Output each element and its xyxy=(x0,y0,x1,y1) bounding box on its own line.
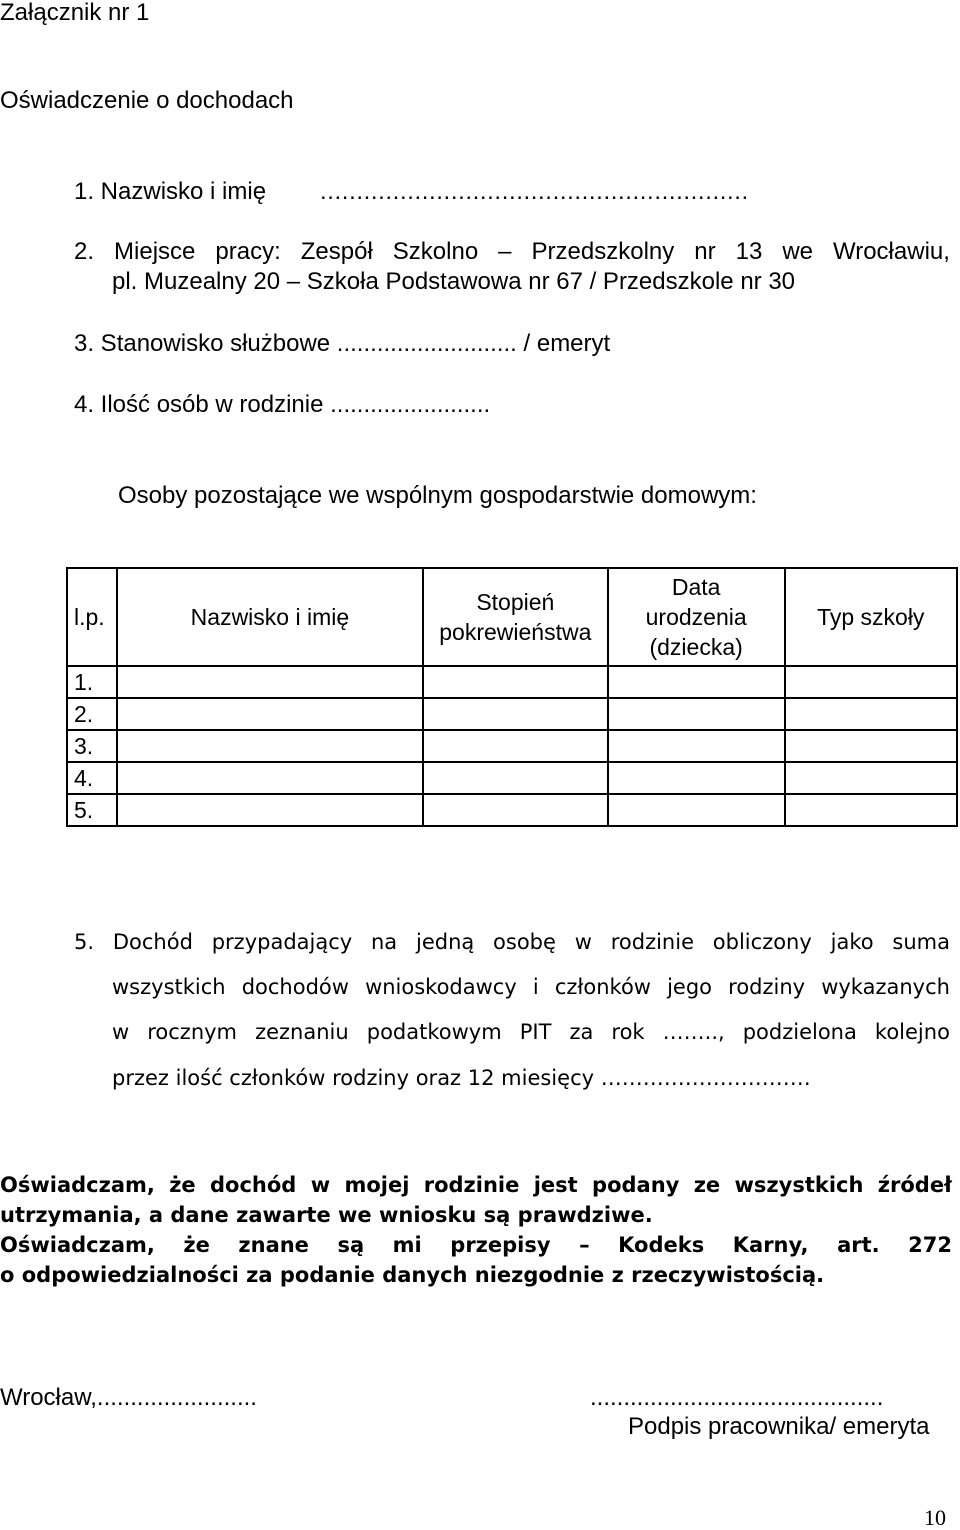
income-line-3 xyxy=(112,1018,950,1046)
word: dochodów xyxy=(241,975,349,999)
income-line-4: przez ilość członków rodziny oraz 12 miesięcy ………………………… xyxy=(112,1066,811,1090)
word: art. xyxy=(837,1233,880,1257)
income-line-2 xyxy=(112,973,950,1001)
word: jako xyxy=(830,930,874,954)
word: Szkolno xyxy=(392,238,479,265)
cell-relationship[interactable] xyxy=(423,666,608,698)
cell-relationship[interactable] xyxy=(423,762,608,794)
cell-school-type[interactable] xyxy=(785,730,958,762)
word: Oświadczam, xyxy=(0,1173,155,1197)
word: zeznaniu xyxy=(255,1020,349,1044)
row-number: 3. xyxy=(67,730,117,762)
word: mojej xyxy=(344,1173,410,1197)
word: Dochód xyxy=(112,930,193,954)
word: znane xyxy=(238,1233,309,1257)
word: Oświadczam, xyxy=(0,1233,155,1257)
header-lp: l.p. xyxy=(67,568,117,666)
word: Przedszkolny xyxy=(531,238,675,265)
word: rodzinie xyxy=(423,1173,520,1197)
table-row xyxy=(67,794,957,826)
word: …….., xyxy=(662,1020,725,1044)
word: podany xyxy=(592,1173,680,1197)
attachment-label: Załącznik nr 1 xyxy=(0,0,150,26)
word: osobę xyxy=(493,930,556,954)
word: PIT xyxy=(519,1020,552,1044)
cell-name[interactable] xyxy=(117,730,423,762)
word: – xyxy=(498,238,512,265)
word: wnioskodawcy xyxy=(365,975,517,999)
cell-birthdate[interactable] xyxy=(608,730,785,762)
cell-name[interactable] xyxy=(117,666,423,698)
row-number: 5. xyxy=(67,794,117,826)
word: i xyxy=(532,975,539,999)
word: 13 xyxy=(735,238,763,265)
cell-name[interactable] xyxy=(117,698,423,730)
declaration-line-4: o odpowiedzialności za podanie danych niezgodnie z rzeczywistością. xyxy=(0,1263,825,1287)
word: we xyxy=(782,238,813,265)
word: obliczony xyxy=(712,930,812,954)
table-row xyxy=(67,698,957,730)
word: Karny, xyxy=(732,1233,809,1257)
declaration-line-3 xyxy=(0,1230,952,1260)
table-row xyxy=(67,666,957,698)
table-row xyxy=(67,730,957,762)
name-item-label: 1. Nazwisko i imię xyxy=(74,178,267,205)
word: wszystkich xyxy=(112,975,226,999)
cell-relationship[interactable] xyxy=(423,698,608,730)
word: nr xyxy=(694,238,716,265)
word: przypadający xyxy=(211,930,353,954)
word: Miejsce xyxy=(114,238,196,265)
header-name: Nazwisko i imię xyxy=(117,568,423,666)
word: jest xyxy=(533,1173,578,1197)
word: przepisy xyxy=(450,1233,551,1257)
row-number: 4. xyxy=(67,762,117,794)
header-birthdate xyxy=(608,568,785,666)
word: w xyxy=(574,930,592,954)
cell-name[interactable] xyxy=(117,762,423,794)
table-header-row xyxy=(67,568,957,666)
word: – xyxy=(579,1233,590,1257)
word: źródeł xyxy=(877,1173,952,1197)
name-item-dots: ........................................................... xyxy=(320,178,749,205)
header-relationship-text: Stopień pokrewieństwa xyxy=(439,589,592,645)
cell-birthdate[interactable] xyxy=(608,698,785,730)
cell-birthdate[interactable] xyxy=(608,666,785,698)
word: podzielona xyxy=(742,1020,857,1044)
cell-school-type[interactable] xyxy=(785,698,958,730)
row-number: 1. xyxy=(67,666,117,698)
family-members-table xyxy=(66,567,958,827)
family-count-item: 4. Ilość osób w rodzinie ........................ xyxy=(74,391,491,418)
word: że xyxy=(169,1173,196,1197)
word: Kodeks xyxy=(618,1233,705,1257)
cell-relationship[interactable] xyxy=(423,730,608,762)
word: kolejno xyxy=(874,1020,950,1044)
word: członków xyxy=(554,975,651,999)
cell-school-type[interactable] xyxy=(785,762,958,794)
word: 2. xyxy=(74,238,95,265)
document-title: Oświadczenie o dochodach xyxy=(0,87,294,114)
word: rocznym xyxy=(147,1020,238,1044)
cell-birthdate[interactable] xyxy=(608,762,785,794)
cell-name[interactable] xyxy=(117,794,423,826)
word: na xyxy=(371,930,398,954)
word: pracy: xyxy=(215,238,281,265)
position-item: 3. Stanowisko służbowe ........................... / emeryt xyxy=(74,330,611,357)
word: mi xyxy=(392,1233,422,1257)
signature-dots: ............................................ xyxy=(590,1384,884,1411)
word: rok xyxy=(611,1020,645,1044)
signature-label: Podpis pracownika/ emeryta xyxy=(628,1413,930,1440)
household-heading: Osoby pozostające we wspólnym gospodarstwie domowym: xyxy=(118,482,757,509)
word: 272 xyxy=(908,1233,952,1257)
word: dochód xyxy=(210,1173,297,1197)
cell-school-type[interactable] xyxy=(785,666,958,698)
word: są xyxy=(337,1233,365,1257)
workplace-line-2: pl. Muzealny 20 – Szkoła Podstawowa nr 67 / Przedszkole nr 30 xyxy=(112,268,796,295)
word: w xyxy=(112,1020,130,1044)
row-number: 2. xyxy=(67,698,117,730)
word: Zespół xyxy=(300,238,373,265)
table-row xyxy=(67,762,957,794)
header-relationship xyxy=(423,568,608,666)
word: wszystkich xyxy=(734,1173,864,1197)
word: jedną xyxy=(415,930,475,954)
word: że xyxy=(183,1233,210,1257)
word: w xyxy=(310,1173,331,1197)
word: wykazanych xyxy=(821,975,950,999)
page-number: 10 xyxy=(924,1505,946,1530)
word: jego xyxy=(667,975,713,999)
income-line-1 xyxy=(74,928,950,956)
cell-relationship[interactable] xyxy=(423,794,608,826)
word: podatkowym xyxy=(366,1020,502,1044)
place-date-field: Wrocław,........................ xyxy=(0,1384,257,1411)
word: za xyxy=(569,1020,594,1044)
word: Wrocławiu, xyxy=(833,238,950,265)
header-birthdate-text: Data urodzenia (dziecka) xyxy=(645,574,747,660)
declaration-line-2: utrzymania, a dane zawarte we wniosku są prawdziwe. xyxy=(0,1203,653,1227)
declaration-line-1 xyxy=(0,1170,952,1200)
word: suma xyxy=(892,930,950,954)
word: rodzinie xyxy=(610,930,694,954)
word: ze xyxy=(693,1173,721,1197)
workplace-line-1 xyxy=(74,238,950,266)
word: rodziny xyxy=(728,975,806,999)
header-school-type: Typ szkoły xyxy=(785,568,958,666)
cell-school-type[interactable] xyxy=(785,794,958,826)
cell-birthdate[interactable] xyxy=(608,794,785,826)
word: 5. xyxy=(74,930,95,954)
